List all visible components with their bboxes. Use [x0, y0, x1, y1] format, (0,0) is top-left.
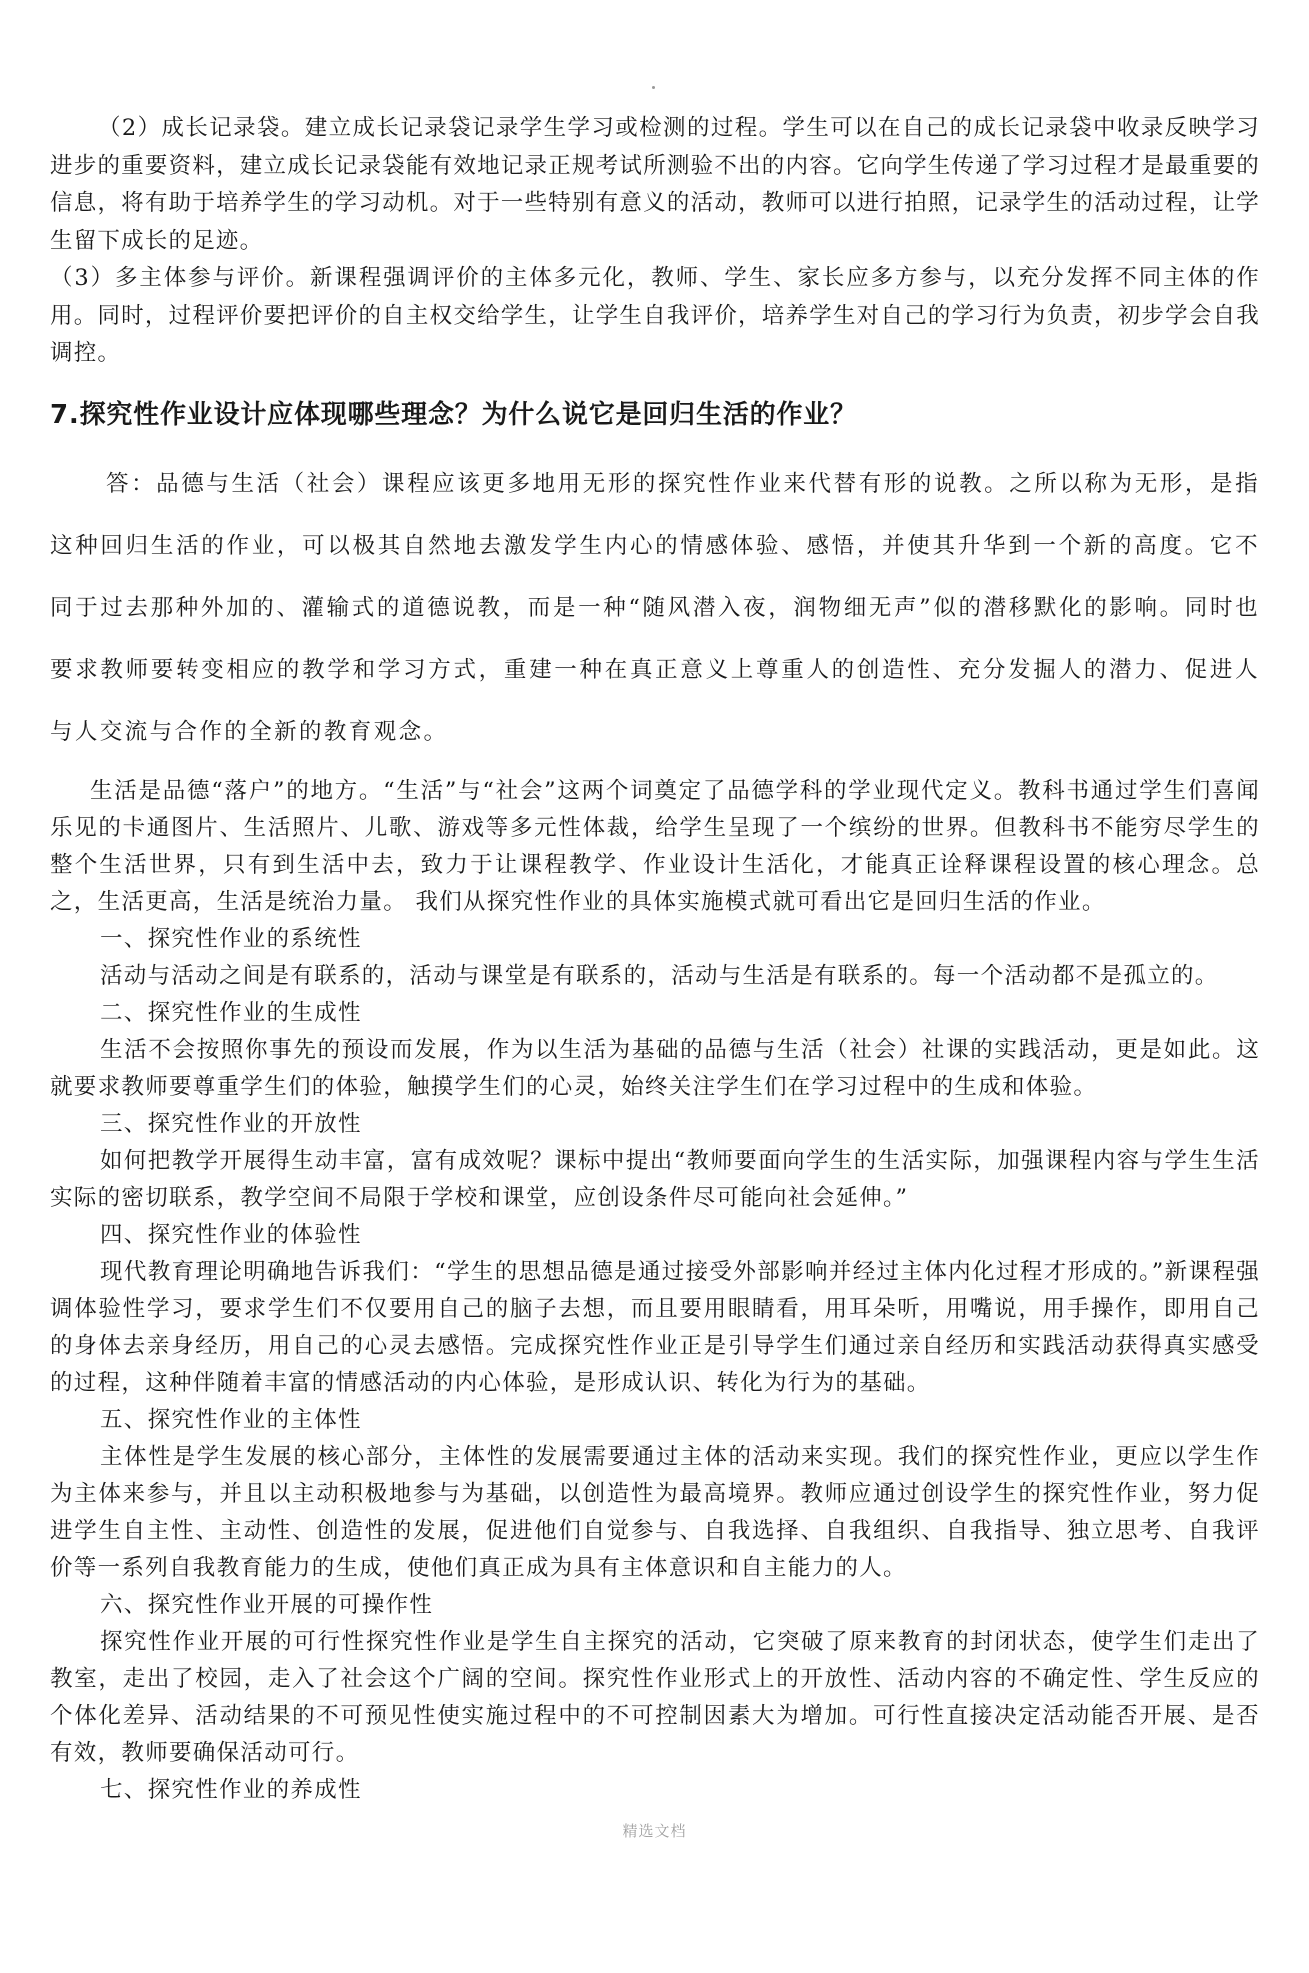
section-title: 七、探究性作业的养成性	[100, 1776, 362, 1803]
section-body: 生活不会按照你事先的预设而发展，作为以生活为基础的品德与生活（社会）社课的实践活动，更是如此。这就要求教师要尊重学生们的体验，触摸学生们的心灵，始终关注学生们在学习过程中的生成和体验。	[50, 1036, 1260, 1100]
life-paragraph: 生活是品德“落户”的地方。“生活”与“社会”这两个词奠定了品德学科的学业现代定义。教科书通过学生们喜闻乐见的卡通图片、生活照片、儿歌、游戏等多元性体裁，给学生呈现了一个缤纷的世界。但教科书不能穷尽学生的整个生活世界，只有到生活中去，致力于让课程教学、作业设计生活化，才能真正诠释课程设置的核心理念。总之，生活更高，生活是统治力量。 我们从探究性作业的具体实施模式就可看出它是回归生活的作业。	[50, 777, 1260, 915]
question-heading: 7.探究性作业设计应体现哪些理念？为什么说它是回归生活的作业？	[50, 399, 857, 430]
top-dot-mark	[652, 86, 655, 89]
page-footer: 精选文档	[622, 1822, 687, 1840]
answer-paragraph: 答：品德与生活（社会）课程应该更多地用无形的探究性作业来代替有形的说教。之所以称为无形，是指这种回归生活的作业，可以极其自然地去激发学生内心的情感体验、感悟，并使其升华到一个新的高度。它不同于过去那种外加的、灌输式的道德说教，而是一种“随风潜入夜，润物细无声”似的潜移默化的影响。同时也要求教师要转变相应的教学和学习方式，重建一种在真正意义上尊重人的创造性、充分发掘人的潜力、促进人与人交流与合作的全新的教育观念。	[50, 470, 1260, 745]
section-title: 三、探究性作业的开放性	[100, 1110, 362, 1137]
section-body: 现代教育理论明确地告诉我们：“学生的思想品德是通过接受外部影响并经过主体内化过程才形成的。”新课程强调体验性学习，要求学生们不仅要用自己的脑子去想，而且要用眼睛看，用耳朵听，用嘴说，用手操作，即用自己的身体去亲身经历，用自己的心灵去感悟。完成探究性作业正是引导学生们通过亲自经历和实践活动获得真实感受的过程，这种伴随着丰富的情感活动的内心体验，是形成认识、转化为行为的基础。	[50, 1258, 1260, 1396]
section-title: 四、探究性作业的体验性	[100, 1221, 362, 1248]
section-title: 六、探究性作业开展的可操作性	[100, 1591, 434, 1618]
document-page	[50, 110, 1260, 1809]
section-body: 如何把教学开展得生动丰富，富有成效呢？课标中提出“教师要面向学生的生活实际，加强课程内容与学生生活实际的密切联系，教学空间不局限于学校和课堂，应创设条件尽可能向社会延伸。”	[50, 1147, 1260, 1211]
section-title: 一、探究性作业的系统性	[100, 925, 362, 952]
section-title: 二、探究性作业的生成性	[100, 999, 362, 1026]
section-list	[50, 921, 1260, 1809]
paragraph-multi-subject: （3）多主体参与评价。新课程强调评价的主体多元化，教师、学生、家长应多方参与，以充分发挥不同主体的作用。同时，过程评价要把评价的自主权交给学生，让学生自我评价，培养学生对自己的学习行为负责，初步学会自我调控。	[50, 265, 1260, 366]
section-title: 五、探究性作业的主体性	[100, 1406, 362, 1433]
section-body: 活动与活动之间是有联系的，活动与课堂是有联系的，活动与生活是有联系的。每一个活动都不是孤立的。	[100, 962, 1219, 989]
section-body: 主体性是学生发展的核心部分，主体性的发展需要通过主体的活动来实现。我们的探究性作业，更应以学生作为主体来参与，并且以主动积极地参与为基础，以创造性为最高境界。教师应通过创设学生的探究性作业，努力促进学生自主性、主动性、创造性的发展，促进他们自觉参与、自我选择、自我组织、自我指导、独立思考、自我评价等一系列自我教育能力的生成，使他们真正成为具有主体意识和自主能力的人。	[50, 1443, 1260, 1581]
paragraph-growth-record: （2）成长记录袋。建立成长记录袋记录学生学习或检测的过程。学生可以在自己的成长记录袋中收录反映学习进步的重要资料，建立成长记录袋能有效地记录正规考试所测验不出的内容。它向学生传递了学习过程才是最重要的信息，将有助于培养学生的学习动机。对于一些特别有意义的活动，教师可以进行拍照，记录学生的活动过程，让学生留下成长的足迹。	[50, 115, 1260, 254]
section-body: 探究性作业开展的可行性探究性作业是学生自主探究的活动，它突破了原来教育的封闭状态，使学生们走出了教室，走出了校园，走入了社会这个广阔的空间。探究性作业形式上的开放性、活动内容的不确定性、学生反应的个体化差异、活动结果的不可预见性使实施过程中的不可控制因素大为增加。可行性直接决定活动能否开展、是否有效，教师要确保活动可行。	[50, 1628, 1260, 1766]
